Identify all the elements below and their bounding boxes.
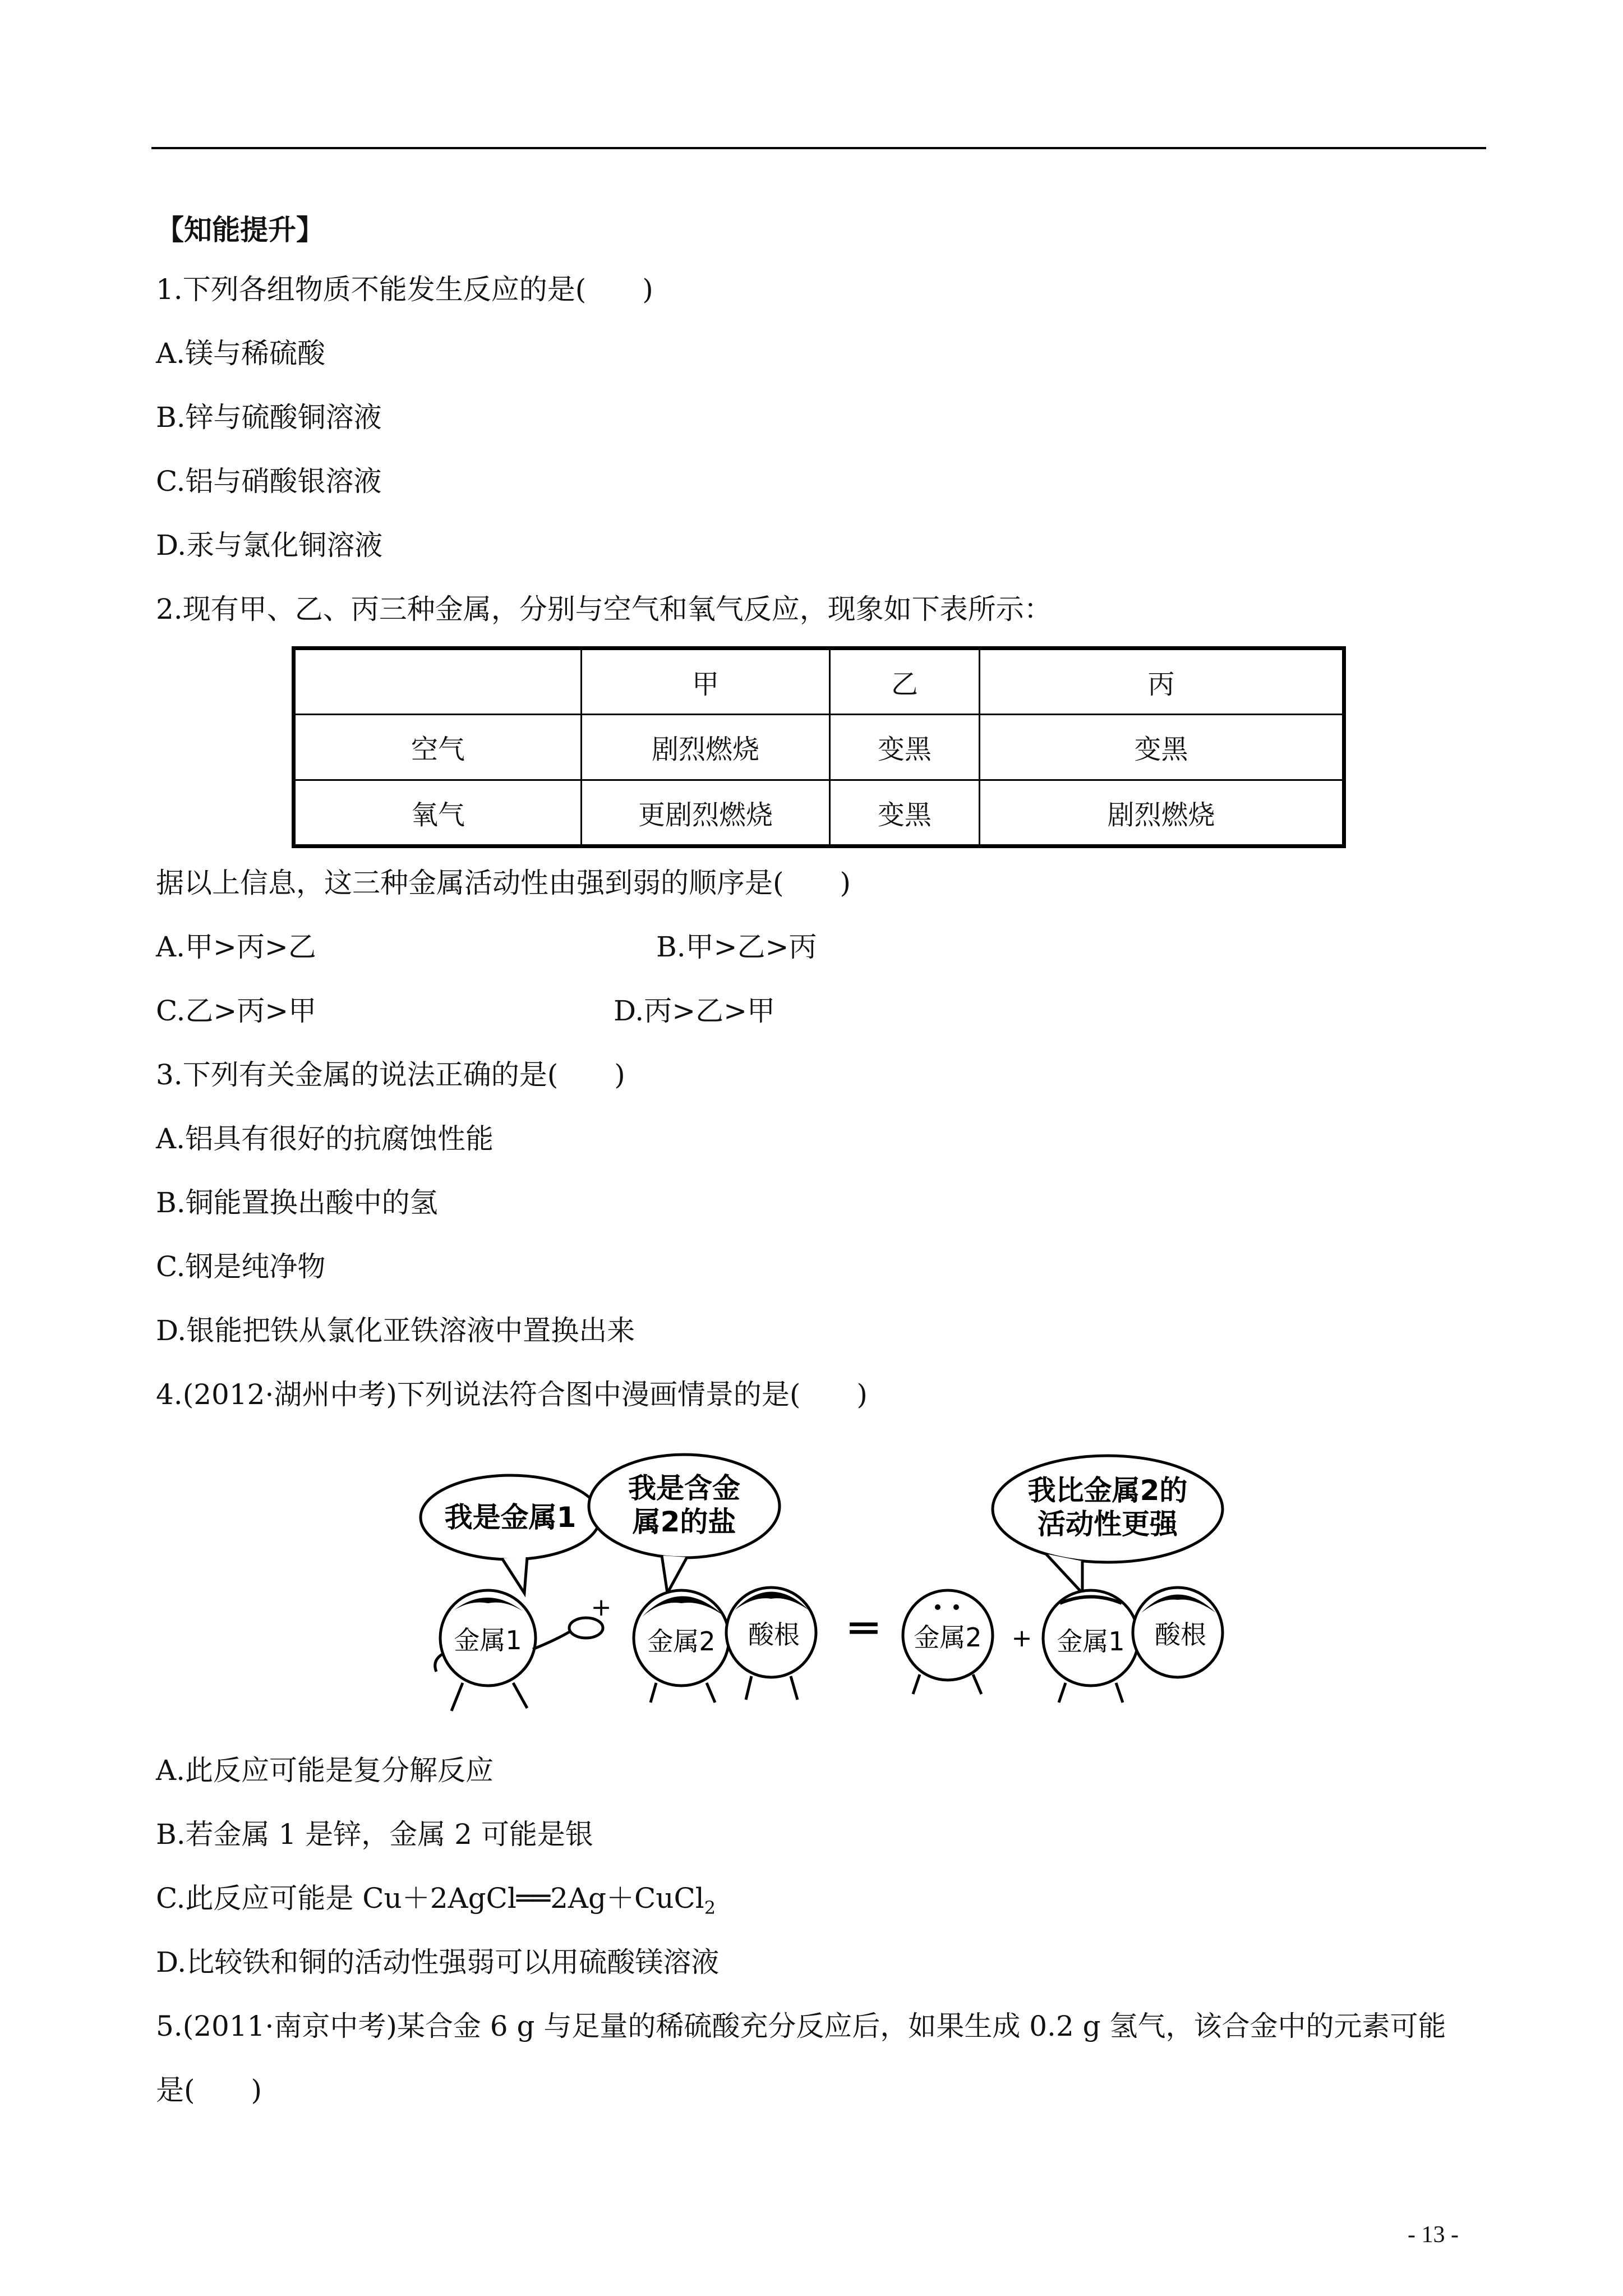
- q2-option-b: B.甲>乙>丙: [656, 931, 817, 963]
- character-label: 金属1: [454, 1625, 522, 1655]
- q2-stem: 2.现有甲、乙、丙三种金属，分别与空气和氧气反应，现象如下表所示：: [156, 593, 1052, 625]
- character-acid-radical-product: [1133, 1588, 1223, 1677]
- bubble-text: 属2的盐: [632, 1506, 736, 1538]
- character-metal2-product: [903, 1590, 993, 1694]
- q3-stem: 3.下列有关金属的说法正确的是( ): [156, 1059, 625, 1091]
- q2-option-c: C.乙>丙>甲: [156, 995, 317, 1027]
- table-row: [294, 715, 1344, 780]
- table-cell: 空气: [294, 715, 582, 780]
- equals-sign: ═: [850, 1602, 878, 1654]
- q4-option-c: [156, 1881, 716, 1925]
- character-metal1: [435, 1590, 603, 1711]
- page-number: - 13 -: [1408, 2222, 1459, 2248]
- q4-stem: 4.(2012·湖州中考)下列说法符合图中漫画情景的是( ): [156, 1378, 868, 1411]
- plus-sign: +: [591, 1593, 612, 1622]
- table-cell: 甲: [582, 648, 830, 715]
- q2-options-row2: [156, 994, 775, 1028]
- q3-option-c: C.钢是纯净物: [156, 1250, 326, 1283]
- bubble-text: 活动性更强: [1038, 1508, 1178, 1540]
- q1-stem: 1.下列各组物质不能发生反应的是( ): [156, 273, 653, 306]
- table-cell: 更剧烈燃烧: [582, 780, 830, 846]
- q3-option-d: D.银能把铁从氯化亚铁溶液中置换出来: [156, 1314, 635, 1347]
- q2-option-d: D.丙>乙>甲: [614, 995, 775, 1027]
- q3-option-b: B.铜能置换出酸中的氢: [156, 1186, 438, 1219]
- table-cell: 剧烈燃烧: [980, 780, 1344, 846]
- bubble-text: 我比金属2的: [1027, 1474, 1188, 1507]
- character-label: 金属2: [647, 1626, 716, 1657]
- speech-bubble-metal1: [421, 1475, 600, 1593]
- table-cell: 剧烈燃烧: [582, 715, 830, 780]
- table-row: [294, 648, 1344, 715]
- q3-option-a: A.铝具有很好的抗腐蚀性能: [156, 1122, 494, 1155]
- table-cell: 变黑: [830, 780, 980, 846]
- character-metal2-salt: [634, 1590, 729, 1703]
- speech-bubble-product: [993, 1456, 1223, 1593]
- q2-question: 据以上信息，这三种金属活动性由强到弱的顺序是( ): [156, 867, 851, 899]
- table-cell: 乙: [830, 648, 980, 715]
- q4-option-c-subscript: 2: [704, 1897, 716, 1918]
- bubble-text: 我是含金: [628, 1472, 740, 1504]
- q5-stem-line2: 是( ): [156, 2074, 262, 2106]
- section-title: 【知能提升】: [156, 214, 324, 246]
- character-metal1-salt: [1043, 1590, 1138, 1703]
- q1-option-b: B.锌与硫酸铜溶液: [156, 401, 382, 434]
- q1-option-c: C.铝与硝酸银溶液: [156, 465, 382, 498]
- table-cell: 变黑: [830, 715, 980, 780]
- q1-option-d: D.汞与氯化铜溶液: [156, 529, 383, 562]
- q4-option-d: D.比较铁和铜的活动性强弱可以用硫酸镁溶液: [156, 1946, 720, 1978]
- character-acid-radical: [726, 1588, 816, 1700]
- table-cell: 丙: [980, 648, 1344, 715]
- q2-options-row1: [156, 930, 817, 964]
- q4-option-a: A.此反应可能是复分解反应: [156, 1754, 494, 1787]
- header-rule: [151, 147, 1486, 149]
- table-row: [294, 780, 1344, 846]
- character-label: 金属2: [914, 1622, 982, 1653]
- observation-table: [292, 646, 1346, 848]
- reaction-cartoon: [393, 1453, 1267, 1728]
- q1-option-a: A.镁与稀硫酸: [156, 337, 326, 370]
- q5-stem-line1: 5.(2011·南京中考)某合金 6 g 与足量的稀硫酸充分反应后，如果生成 0.2 g 氢气，该合金中的元素可能: [156, 2010, 1446, 2042]
- bubble-text: 我是金属1: [444, 1501, 577, 1534]
- character-label: 酸根: [748, 1619, 800, 1650]
- speech-bubble-salt: [589, 1455, 780, 1593]
- table-cell: [294, 648, 582, 715]
- table-cell: 变黑: [980, 715, 1344, 780]
- plus-sign: +: [1011, 1624, 1032, 1653]
- q2-option-a: A.甲>丙>乙: [156, 931, 316, 963]
- table-cell: 氧气: [294, 780, 582, 846]
- q4-option-b: B.若金属 1 是锌，金属 2 可能是银: [156, 1818, 593, 1851]
- character-label: 金属1: [1057, 1626, 1125, 1657]
- character-label: 酸根: [1155, 1619, 1206, 1650]
- q4-option-c-text: C.此反应可能是 Cu＋2AgCl══2Ag＋CuCl: [156, 1882, 704, 1915]
